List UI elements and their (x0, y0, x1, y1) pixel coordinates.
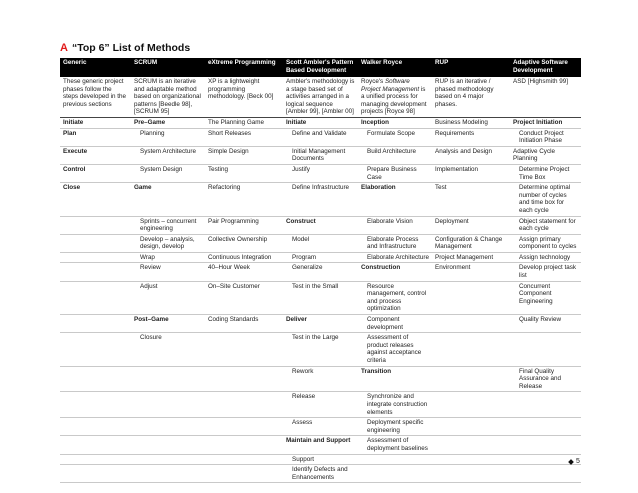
cell-text: Refactoring (208, 184, 241, 192)
cell-scrum (131, 183, 205, 216)
page-number (569, 458, 580, 465)
cell-rup (432, 281, 510, 314)
cell-asd (510, 436, 581, 454)
cell-text: Test in the Small (292, 282, 339, 290)
cell-text: Initiate (63, 118, 84, 126)
cell-text: Transition (361, 367, 392, 375)
table-row (60, 234, 581, 252)
cell-scrum (131, 252, 205, 263)
cell-text: Implementation (435, 165, 479, 173)
cell-scrum (131, 418, 205, 436)
cell-rup (432, 315, 510, 333)
cell-text: Review (140, 264, 161, 272)
cell-xp (205, 263, 283, 281)
cell-xp (205, 392, 283, 418)
cell-rup (432, 183, 510, 216)
cell-generic (60, 392, 131, 418)
cell-generic (60, 436, 131, 454)
cell-rup (432, 146, 510, 164)
slide-title (60, 41, 190, 55)
cell-text: Identify Defects and Enhancements (292, 466, 348, 481)
col-header-xp: eXtreme Programming (205, 58, 283, 77)
cell-rup (432, 164, 510, 182)
cell-scrum (131, 146, 205, 164)
table-row (60, 117, 581, 128)
cell-text: Deployment (435, 217, 469, 225)
cell-asd (510, 366, 581, 392)
cell-text: Short Releases (208, 129, 252, 137)
cell-generic (60, 117, 131, 128)
cell-ambler (283, 128, 358, 146)
cell-text: Assign technology (519, 253, 571, 261)
intro-asd: ASD [Highsmith 99] (510, 77, 581, 117)
cell-xp (205, 454, 283, 465)
cell-text: Justify (292, 165, 310, 173)
table-row (60, 465, 581, 483)
cell-asd (510, 128, 581, 146)
cell-text: Formulate Scope (367, 129, 415, 137)
cell-scrum (131, 436, 205, 454)
table-row (60, 128, 581, 146)
cell-xp (205, 234, 283, 252)
table-row (60, 183, 581, 216)
cell-asd (510, 263, 581, 281)
cell-text: Collective Ownership (208, 235, 268, 243)
cell-ambler (283, 333, 358, 366)
cell-generic (60, 146, 131, 164)
cell-scrum (131, 216, 205, 234)
cell-ambler (283, 263, 358, 281)
cell-text: System Architecture (140, 147, 196, 155)
cell-text: Adjust (140, 282, 158, 290)
cell-text: Assessment of product releases against acceptance criteria (367, 334, 422, 364)
cell-text: Elaborate Architecture (367, 253, 429, 261)
col-header-generic: Generic (60, 58, 131, 77)
cell-text: Release (292, 393, 316, 401)
cell-text: Post–Game (134, 316, 169, 324)
cell-asd (510, 252, 581, 263)
cell-asd (510, 146, 581, 164)
cell-asd (510, 281, 581, 314)
cell-text: Generalize (292, 264, 323, 272)
cell-rup (432, 128, 510, 146)
intro-scrum: SCRUM is an iterative and adaptable method based on organizational patterns [Beedle 98], [SCRUM 95] (131, 77, 205, 117)
table-row (60, 366, 581, 392)
cell-text: Resource management, control and process optimization (367, 282, 427, 313)
cell-text: Deployment specific engineering (367, 419, 424, 434)
cell-generic (60, 252, 131, 263)
cell-ambler (283, 418, 358, 436)
cell-text: Elaborate Vision (367, 217, 413, 225)
cell-asd (510, 315, 581, 333)
cell-text: Sprints – concurrent engineering (140, 217, 197, 233)
cell-xp (205, 216, 283, 234)
cell-text: Object statement for each cycle (519, 217, 576, 233)
cell-generic (60, 465, 131, 483)
cell-rup (432, 252, 510, 263)
table-row (60, 436, 581, 454)
cell-text: Plan (63, 129, 77, 137)
cell-scrum (131, 234, 205, 252)
bullet-diamond-icon (568, 459, 574, 465)
table-row (60, 146, 581, 164)
cell-royce (358, 117, 432, 128)
cell-royce (358, 128, 432, 146)
cell-generic (60, 366, 131, 392)
intro-royce-em: Software Project Management (361, 78, 420, 93)
cell-scrum (131, 263, 205, 281)
cell-text: Game (134, 184, 152, 192)
cell-xp (205, 252, 283, 263)
table-row (60, 392, 581, 418)
cell-scrum (131, 333, 205, 366)
cell-rup (432, 366, 510, 392)
cell-text: Component development (367, 316, 404, 331)
cell-rup (432, 333, 510, 366)
intro-row (60, 77, 581, 117)
cell-text: Environment (435, 264, 471, 272)
cell-scrum (131, 281, 205, 314)
cell-generic (60, 183, 131, 216)
cell-text: Quality Review (519, 316, 561, 324)
cell-text: Develop – analysis, design, develop (140, 235, 195, 251)
cell-text: Assess (292, 419, 313, 427)
table-row (60, 252, 581, 263)
cell-text: Construct (286, 217, 316, 225)
cell-text: Adaptive Cycle Planning (513, 147, 555, 163)
intro-rup: RUP is an iterative / phased methodology based on 4 major phases. (432, 77, 510, 117)
cell-text: Execute (63, 147, 88, 155)
cell-generic (60, 164, 131, 182)
cell-rup (432, 117, 510, 128)
cell-scrum (131, 465, 205, 483)
cell-generic (60, 281, 131, 314)
cell-text: Project Initiation (513, 118, 563, 126)
cell-text: System Design (140, 165, 183, 173)
cell-generic (60, 234, 131, 252)
cell-text: Control (63, 165, 86, 173)
cell-asd (510, 183, 581, 216)
cell-text: Program (292, 253, 317, 261)
cell-royce (358, 465, 432, 483)
table-row (60, 216, 581, 234)
cell-text: Elaboration (361, 184, 396, 192)
cell-royce (358, 333, 432, 366)
col-header-royce: Walker Royce (358, 58, 432, 77)
cell-text: Concurrent Component Engineering (519, 282, 553, 305)
cell-xp (205, 117, 283, 128)
cell-royce (358, 418, 432, 436)
cell-rup (432, 418, 510, 436)
col-header-ambler: Scott Ambler's Pattern Based Development (283, 58, 358, 77)
cell-ambler (283, 465, 358, 483)
cell-text: Final Quality Assurance and Release (519, 367, 562, 390)
intro-royce (358, 77, 432, 117)
intro-royce-post: is a unified process for managing development projects [Royce 98] (361, 85, 427, 116)
cell-text: Closure (140, 334, 162, 342)
cell-asd (510, 418, 581, 436)
cell-xp (205, 333, 283, 366)
cell-ambler (283, 216, 358, 234)
title-text: “Top 6” List of Methods (71, 42, 191, 54)
cell-text: Test (435, 184, 447, 192)
cell-text: Define and Validate (292, 129, 347, 137)
table-row (60, 333, 581, 366)
cell-ambler (283, 315, 358, 333)
header-row (60, 58, 581, 77)
intro-ambler: Ambler's methodology is a stage based set of activities arranged in a logical sequence [Ambler 99], [Ambler 00] (283, 77, 358, 117)
cell-scrum (131, 128, 205, 146)
cell-generic (60, 333, 131, 366)
cell-xp (205, 164, 283, 182)
cell-ambler (283, 252, 358, 263)
cell-xp (205, 128, 283, 146)
cell-text: Deliver (286, 316, 308, 324)
cell-xp (205, 281, 283, 314)
cell-royce (358, 164, 432, 182)
cell-text: Continuous Integration (208, 253, 272, 261)
cell-text: On–Site Customer (208, 282, 260, 290)
cell-xp (205, 183, 283, 216)
table-row (60, 164, 581, 182)
cell-scrum (131, 164, 205, 182)
page-number-text: 5 (576, 458, 580, 465)
cell-generic (60, 418, 131, 436)
cell-royce (358, 315, 432, 333)
cell-text: Testing (208, 165, 228, 173)
cell-text: Close (63, 184, 81, 192)
intro-generic: These generic project phases follow the steps developed in the previous sections (60, 77, 131, 117)
cell-text: Elaborate Process and Infrastructure (367, 235, 419, 251)
cell-scrum (131, 366, 205, 392)
cell-asd (510, 216, 581, 234)
cell-generic (60, 128, 131, 146)
cell-asd (510, 333, 581, 366)
cell-asd (510, 465, 581, 483)
cell-text: Test in the Large (292, 334, 339, 342)
cell-text: Simple Design (208, 147, 249, 155)
cell-text: Determine optimal number of cycles and time box for each cycle (519, 184, 571, 214)
cell-royce (358, 234, 432, 252)
cell-text: Develop project task list (519, 264, 577, 280)
cell-ambler (283, 454, 358, 465)
cell-text: 40–Hour Week (208, 264, 250, 272)
cell-scrum (131, 392, 205, 418)
cell-generic (60, 315, 131, 333)
table-row (60, 454, 581, 465)
cell-royce (358, 263, 432, 281)
cell-text: Pre–Game (134, 118, 166, 126)
cell-ambler (283, 436, 358, 454)
cell-ambler (283, 146, 358, 164)
cell-text: Build Architecture (367, 147, 417, 155)
table-row (60, 281, 581, 314)
cell-text: Wrap (140, 253, 155, 261)
cell-text: Assign primary component to cycles (519, 235, 577, 251)
cell-scrum (131, 315, 205, 333)
cell-text: Requirements (435, 129, 475, 137)
cell-text: Model (292, 235, 310, 243)
cell-text: Maintain and Support (286, 437, 351, 445)
cell-royce (358, 366, 432, 392)
cell-scrum (131, 117, 205, 128)
methods-table (60, 58, 581, 483)
cell-scrum (131, 454, 205, 465)
table-row (60, 263, 581, 281)
cell-text: The Planning Game (208, 118, 265, 126)
cell-xp (205, 366, 283, 392)
cell-asd (510, 234, 581, 252)
cell-text: Construction (361, 264, 401, 272)
title-marker: A (60, 42, 68, 54)
cell-text: Rework (292, 367, 314, 375)
cell-xp (205, 146, 283, 164)
cell-text: Planning (140, 129, 165, 137)
cell-text: Project Management (435, 253, 494, 261)
cell-ambler (283, 392, 358, 418)
cell-ambler (283, 183, 358, 216)
cell-royce (358, 454, 432, 465)
cell-rup (432, 465, 510, 483)
cell-royce (358, 146, 432, 164)
cell-generic (60, 454, 131, 465)
cell-text: Prepare Business Case (367, 165, 417, 181)
intro-royce-pre: Royce's (361, 78, 385, 85)
col-header-scrum: SCRUM (131, 58, 205, 77)
table-row (60, 315, 581, 333)
cell-rup (432, 454, 510, 465)
cell-text: Business Modeling (435, 118, 488, 126)
cell-generic (60, 216, 131, 234)
cell-xp (205, 315, 283, 333)
cell-royce (358, 183, 432, 216)
cell-text: Synchronize and integrate construction elements (367, 393, 428, 416)
intro-xp: XP is a lightweight programming methodology. [Beck 00] (205, 77, 283, 117)
cell-ambler (283, 281, 358, 314)
cell-text: Support (292, 455, 315, 463)
cell-asd (510, 392, 581, 418)
cell-generic (60, 263, 131, 281)
col-header-asd: Adaptive Software Development (510, 58, 581, 77)
cell-text: Configuration & Change Management (435, 235, 503, 251)
cell-text: Analysis and Design (435, 147, 493, 155)
cell-text: Determine Project Time Box (519, 165, 570, 181)
cell-rup (432, 436, 510, 454)
cell-xp (205, 436, 283, 454)
cell-rup (432, 263, 510, 281)
cell-ambler (283, 234, 358, 252)
cell-xp (205, 465, 283, 483)
cell-asd (510, 164, 581, 182)
cell-text: Conduct Project Initiation Phase (519, 129, 564, 145)
cell-rup (432, 392, 510, 418)
cell-text: Assessment of deployment baselines (367, 437, 428, 452)
cell-asd (510, 117, 581, 128)
cell-royce (358, 436, 432, 454)
cell-rup (432, 216, 510, 234)
cell-rup (432, 234, 510, 252)
col-header-rup: RUP (432, 58, 510, 77)
table-row (60, 418, 581, 436)
cell-royce (358, 281, 432, 314)
cell-text: Coding Standards (208, 316, 259, 324)
cell-text: Inception (361, 118, 389, 126)
cell-text: Define Infrastructure (292, 184, 350, 192)
cell-ambler (283, 366, 358, 392)
cell-text: Initiate (286, 118, 307, 126)
cell-ambler (283, 164, 358, 182)
cell-ambler (283, 117, 358, 128)
cell-text: Initial Management Documents (292, 147, 346, 163)
cell-royce (358, 216, 432, 234)
cell-text: Pair Programming (208, 217, 259, 225)
cell-xp (205, 418, 283, 436)
cell-royce (358, 392, 432, 418)
cell-royce (358, 252, 432, 263)
